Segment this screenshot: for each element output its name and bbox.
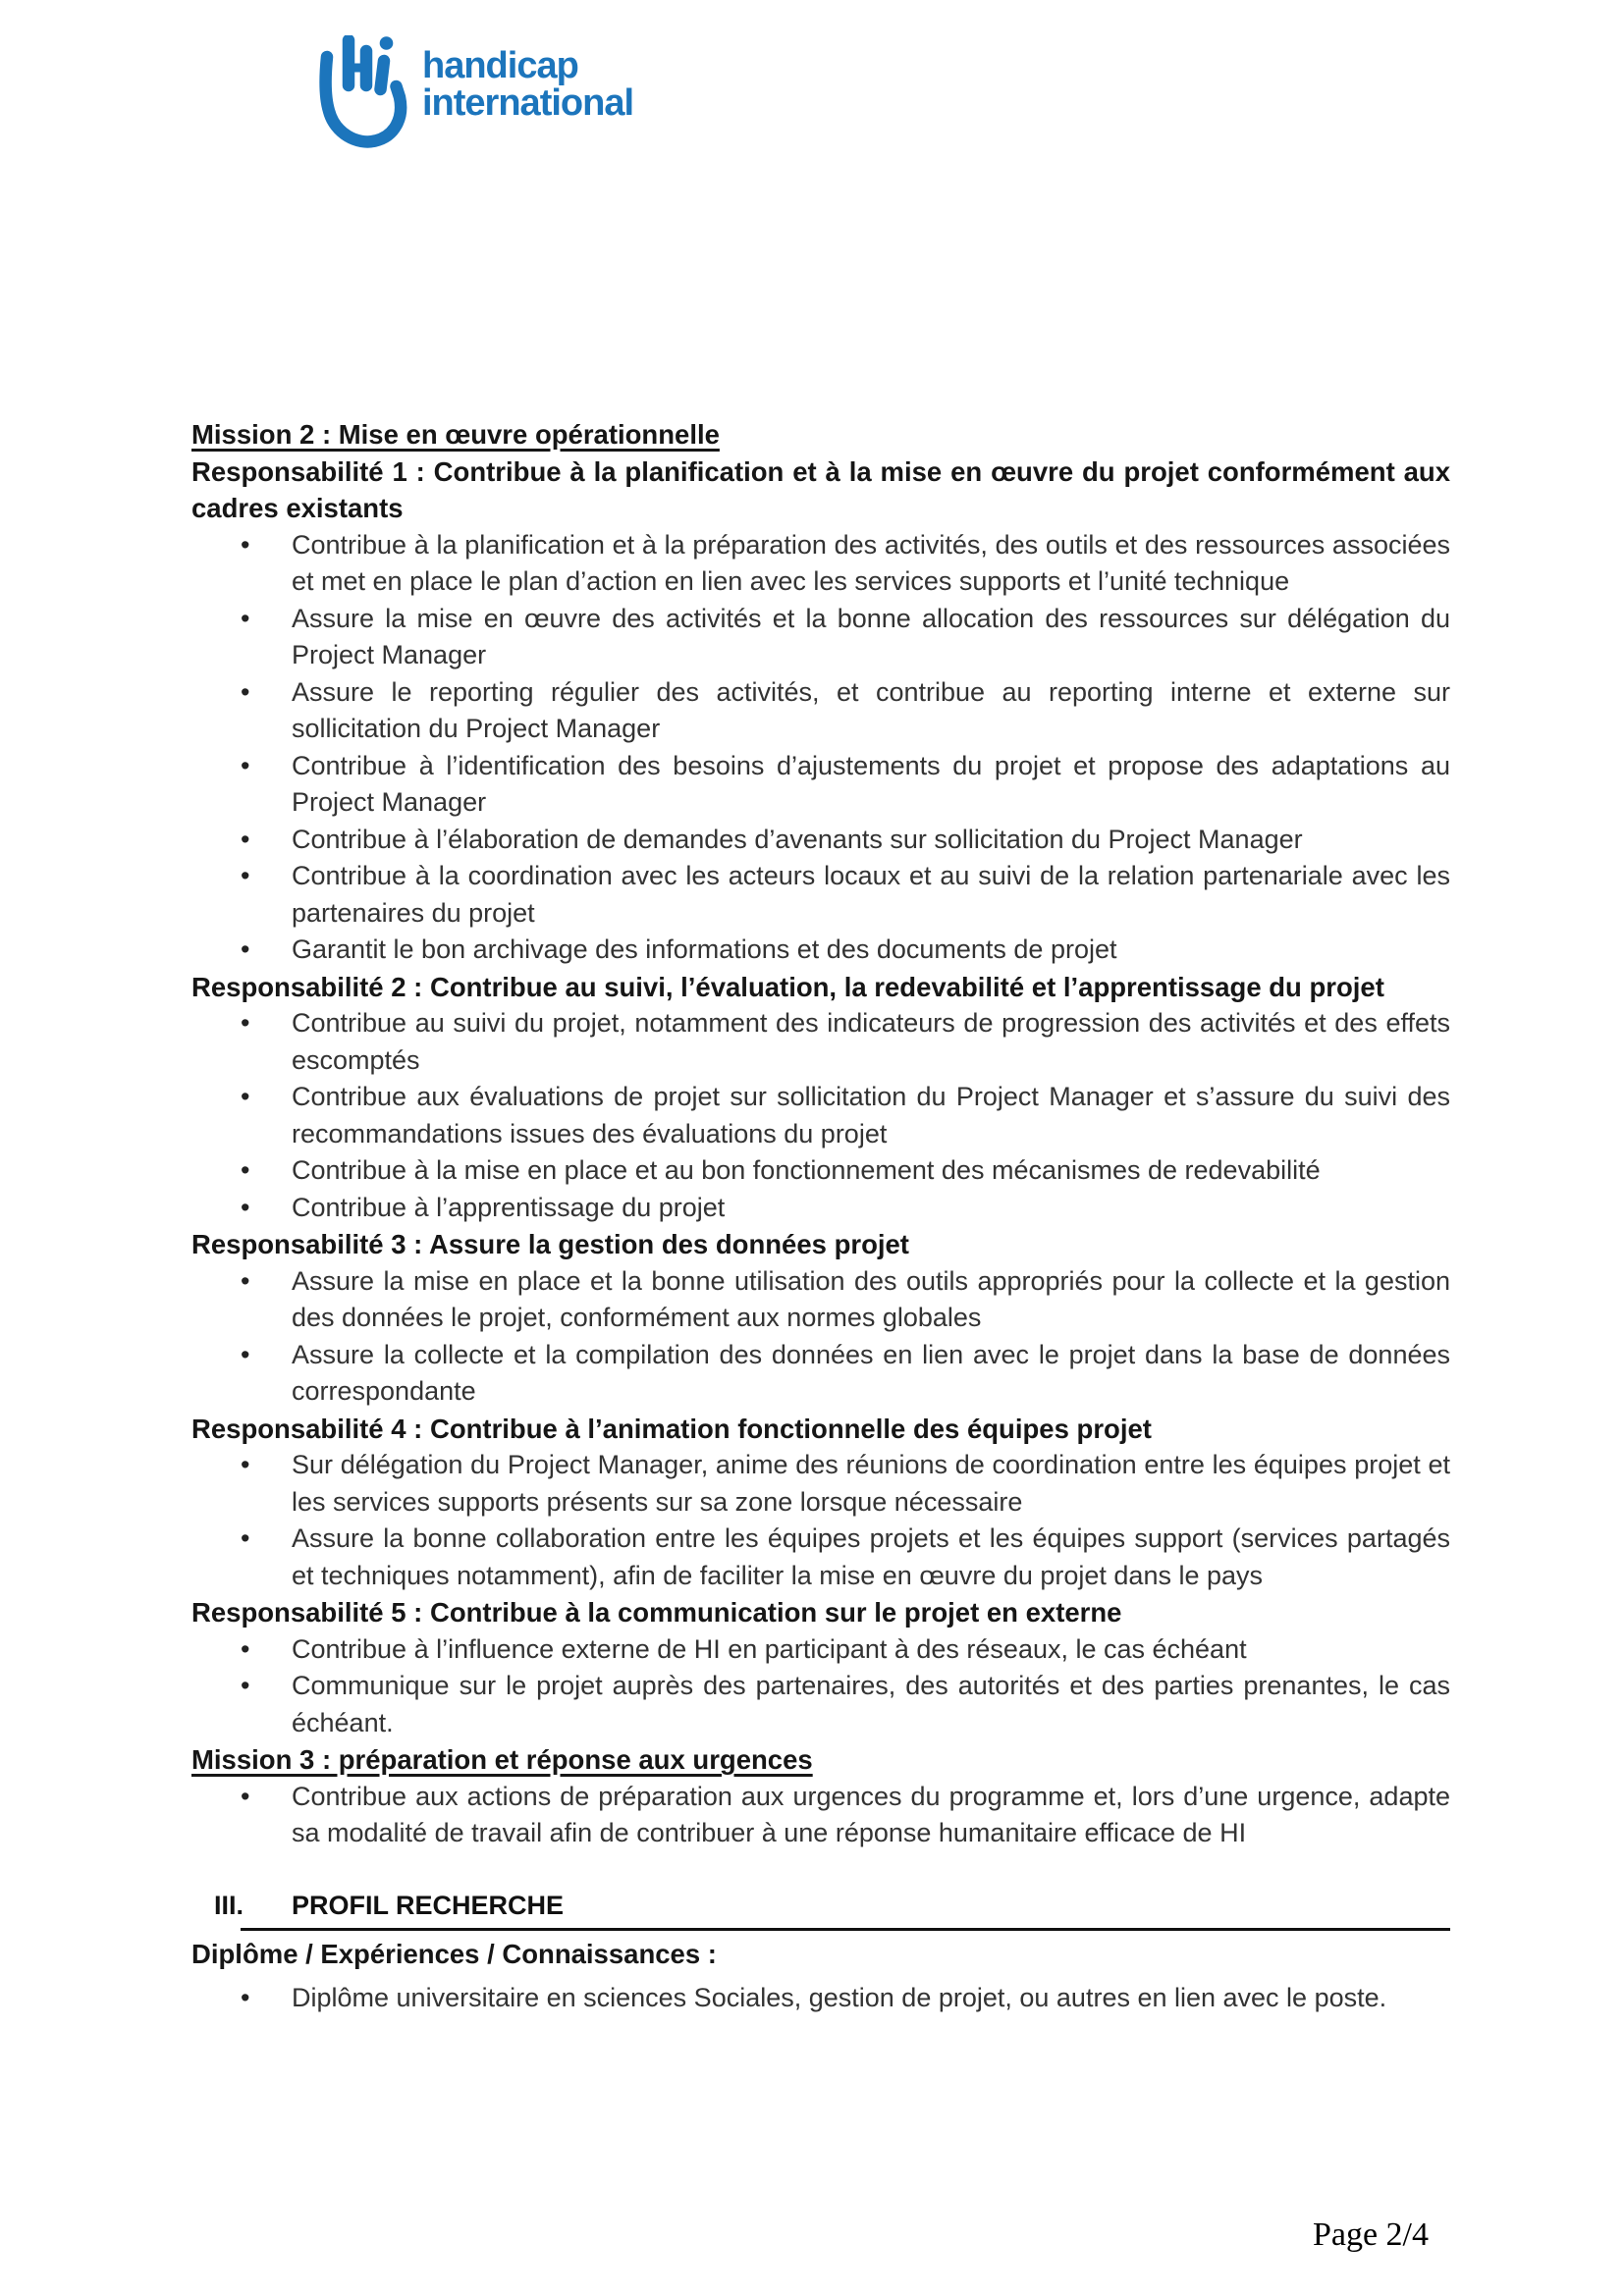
mission-3-list bbox=[191, 1779, 1450, 1852]
bullet-item: • Contribue à la mise en place et au bon fonctionnement des mécanismes de redevabilité bbox=[292, 1152, 1450, 1190]
bullet-item: • Garantit le bon archivage des informations et des documents de projet bbox=[292, 932, 1450, 969]
mission-2-heading: Mission 2 : Mise en œuvre opérationnelle bbox=[191, 419, 720, 450]
responsabilite-1-heading: Responsabilité 1 : Contribue à la planification et à la mise en œuvre du projet conformément aux cadres existants bbox=[191, 455, 1450, 523]
section-title: PROFIL RECHERCHE bbox=[292, 1890, 565, 1920]
responsabilite-2-heading: Responsabilité 2 : Contribue au suivi, l’évaluation, la redevabilité et l’apprentissage du projet bbox=[191, 971, 1384, 1002]
document-body bbox=[191, 416, 1450, 2016]
bullet-item: • Diplôme universitaire en sciences Sociales, gestion de projet, ou autres en lien avec le poste. bbox=[292, 1980, 1450, 2017]
responsabilite-4-heading: Responsabilité 4 : Contribue à l’animation fonctionnelle des équipes projet bbox=[191, 1413, 1152, 1444]
responsabilite-1-list bbox=[191, 527, 1450, 969]
bullet-item: • Contribue au suivi du projet, notamment des indicateurs de progression des activités et des effets escomptés bbox=[292, 1005, 1450, 1079]
responsabilite-3-list bbox=[191, 1263, 1450, 1411]
bullet-item: • Contribue aux évaluations de projet sur sollicitation du Project Manager et s’assure du suivi des recommandations issues des évaluations du projet bbox=[292, 1079, 1450, 1152]
bullet-item: • Contribue aux actions de préparation aux urgences du programme et, lors d’une urgence, adapte sa modalité de travail afin de contribuer à une réponse humanitaire efficace de HI bbox=[292, 1779, 1450, 1852]
bullet-item: • Contribue à la coordination avec les acteurs locaux et au suivi de la relation partenariale avec les partenaires du projet bbox=[292, 858, 1450, 932]
bullet-item: • Assure la mise en place et la bonne utilisation des outils appropriés pour la collecte et la gestion des données le projet, conformément aux normes globales bbox=[292, 1263, 1450, 1337]
logo-wordmark-line2: international bbox=[422, 82, 634, 124]
bullet-item: • Assure la bonne collaboration entre les équipes projets et les équipes support (services partagés et techniques notamment), afin de faciliter la mise en œuvre du projet dans le pays bbox=[292, 1521, 1450, 1594]
section-divider bbox=[241, 1928, 1450, 1931]
mission-3-heading: Mission 3 : préparation et réponse aux urgences bbox=[191, 1744, 813, 1775]
profil-recherche-heading bbox=[191, 1888, 1450, 1925]
bullet-item: • Assure la mise en œuvre des activités et la bonne allocation des ressources sur délégation du Project Manager bbox=[292, 601, 1450, 674]
bullet-item: • Contribue à la planification et à la préparation des activités, des outils et des ressources associées et met en place le plan d’action en lien avec les services supports et l’unité technique bbox=[292, 527, 1450, 601]
responsabilite-3-heading: Responsabilité 3 : Assure la gestion des données projet bbox=[191, 1229, 909, 1259]
bullet-item: • Contribue à l’apprentissage du projet bbox=[292, 1190, 1450, 1227]
bullet-item: • Communique sur le projet auprès des partenaires, des autorités et des parties prenantes, le cas échéant. bbox=[292, 1668, 1450, 1741]
section-number: III. bbox=[214, 1890, 244, 1920]
bullet-item: • Assure le reporting régulier des activités, et contribue au reporting interne et externe sur sollicitation du Project Manager bbox=[292, 674, 1450, 748]
bullet-item: • Contribue à l’identification des besoins d’ajustements du projet et propose des adaptations au Project Manager bbox=[292, 748, 1450, 822]
responsabilite-4-list bbox=[191, 1447, 1450, 1594]
logo bbox=[316, 29, 650, 162]
bullet-item: • Assure la collecte et la compilation des données en lien avec le projet dans la base de données correspondante bbox=[292, 1337, 1450, 1411]
diplome-heading: Diplôme / Expériences / Connaissances : bbox=[191, 1939, 717, 1969]
logo-wordmark-line1: handicap bbox=[422, 45, 578, 86]
page-footer bbox=[1313, 2216, 1429, 2254]
logo-wordmark bbox=[422, 47, 633, 122]
hi-hand-logo-icon bbox=[316, 35, 414, 155]
bullet-item: • Sur délégation du Project Manager, anime des réunions de coordination entre les équipes projet et les services supports présents sur sa zone lorsque nécessaire bbox=[292, 1447, 1450, 1521]
bullet-item: • Contribue à l’élaboration de demandes d’avenants sur sollicitation du Project Manager bbox=[292, 822, 1450, 859]
responsabilite-5-heading: Responsabilité 5 : Contribue à la communication sur le projet en externe bbox=[191, 1597, 1122, 1628]
diplome-list bbox=[191, 1980, 1450, 2017]
responsabilite-2-list bbox=[191, 1005, 1450, 1226]
responsabilite-5-list bbox=[191, 1631, 1450, 1742]
bullet-item: • Contribue à l’influence externe de HI en participant à des réseaux, le cas échéant bbox=[292, 1631, 1450, 1669]
page-number-label: Page 2/4 bbox=[1312, 2216, 1429, 2253]
